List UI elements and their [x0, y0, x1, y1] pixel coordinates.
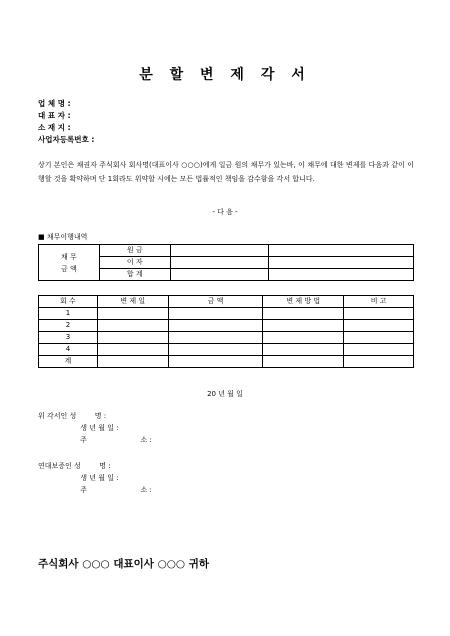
signer-address-label-a: 주	[80, 436, 87, 444]
signer-address-label-b: 소 :	[140, 436, 152, 444]
debt-row-label: 합 계	[99, 269, 170, 281]
info-business-number: 사업자등록번호 :	[38, 135, 95, 144]
dahum-heading: - 다 음 -	[212, 208, 238, 216]
table-cell	[97, 356, 168, 368]
date-line: 20 년 월 일	[207, 390, 243, 398]
addressee-footer: 주식회사 ○○○ 대표이사 ○○○ 귀하	[38, 558, 210, 570]
table-row	[39, 332, 414, 344]
guarantor-birth-row	[38, 472, 152, 484]
document-title: 분 할 변 제 각 서	[139, 67, 311, 83]
table-cell	[344, 344, 414, 356]
column-header: 금 액	[168, 296, 263, 308]
signer-title: 위 각서인 성	[38, 412, 77, 420]
table-row	[39, 356, 414, 368]
guarantor-address-row	[38, 484, 152, 496]
info-company-name: 업 체 명 :	[38, 99, 71, 108]
debt-row-label: 이 자	[99, 257, 170, 269]
table-row	[39, 344, 414, 356]
table-cell	[97, 308, 168, 320]
guarantor-name-label: 명 :	[99, 462, 111, 470]
row-number: 2	[39, 320, 98, 332]
signer-name-row	[38, 410, 152, 422]
table-row	[39, 320, 414, 332]
table-cell	[263, 344, 344, 356]
row-number: 3	[39, 332, 98, 344]
guarantor-name-row	[38, 460, 152, 472]
row-total: 계	[39, 356, 98, 368]
guarantor-address-label-a: 주	[80, 486, 87, 494]
info-address: 소 재 지 :	[38, 123, 71, 132]
table-cell	[170, 257, 269, 269]
company-info	[38, 98, 94, 146]
table-cell	[344, 356, 414, 368]
section-title: ■ 채무이행내역	[38, 233, 88, 241]
table-cell	[269, 245, 414, 257]
table-header-row	[39, 296, 414, 308]
table-cell	[97, 320, 168, 332]
table-cell	[344, 320, 414, 332]
table-cell	[97, 344, 168, 356]
guarantor-address-label-b: 소 :	[140, 486, 152, 494]
guarantor-block	[38, 460, 152, 496]
table-cell	[168, 320, 263, 332]
table-cell	[97, 332, 168, 344]
repayment-schedule-table	[38, 295, 414, 368]
row-number: 1	[39, 308, 98, 320]
table-cell	[168, 356, 263, 368]
table-cell	[263, 356, 344, 368]
column-header: 회 수	[39, 296, 98, 308]
debt-label-line1: 채 무	[61, 252, 77, 261]
table-cell	[269, 257, 414, 269]
table-cell	[263, 308, 344, 320]
table-row	[39, 308, 414, 320]
signer-address-row	[38, 434, 152, 446]
debt-row-label: 원 금	[99, 245, 170, 257]
table-cell	[168, 332, 263, 344]
body-text: 상기 본인은 채권자 주식회사 회사명(대표이사 ○○○)에게 일금 원의 채무가 있는바, 이 채무에 대한 변제를 다음과 같이 이행할 것을 확약하며 단 1회라도 위약할 시에는 모든 법률적인 책임을 감수함을 각서 합니다.	[38, 161, 414, 183]
table-cell	[170, 269, 269, 281]
table-cell	[344, 332, 414, 344]
guarantor-birth-label: 생 년 월 일 :	[80, 474, 119, 482]
info-representative: 대 표 자 :	[38, 111, 71, 120]
table-cell	[168, 308, 263, 320]
column-header: 비 고	[344, 296, 414, 308]
table-cell	[269, 269, 414, 281]
signer-birth-row	[38, 422, 152, 434]
column-header: 변 제 방 법	[263, 296, 344, 308]
table-cell	[263, 332, 344, 344]
table-row	[39, 245, 414, 257]
signer-block	[38, 410, 152, 446]
table-cell	[263, 320, 344, 332]
row-number: 4	[39, 344, 98, 356]
debt-amount-table	[38, 244, 414, 281]
signer-birth-label: 생 년 월 일 :	[80, 424, 119, 432]
table-cell	[170, 245, 269, 257]
debt-label-line2: 금 액	[61, 264, 77, 273]
table-cell	[344, 308, 414, 320]
signer-name-label: 명 :	[94, 412, 107, 420]
table-cell	[168, 344, 263, 356]
column-header: 변 제 일	[97, 296, 168, 308]
debt-label-cell	[39, 245, 100, 281]
guarantor-title: 연대보증인 성	[38, 462, 81, 470]
